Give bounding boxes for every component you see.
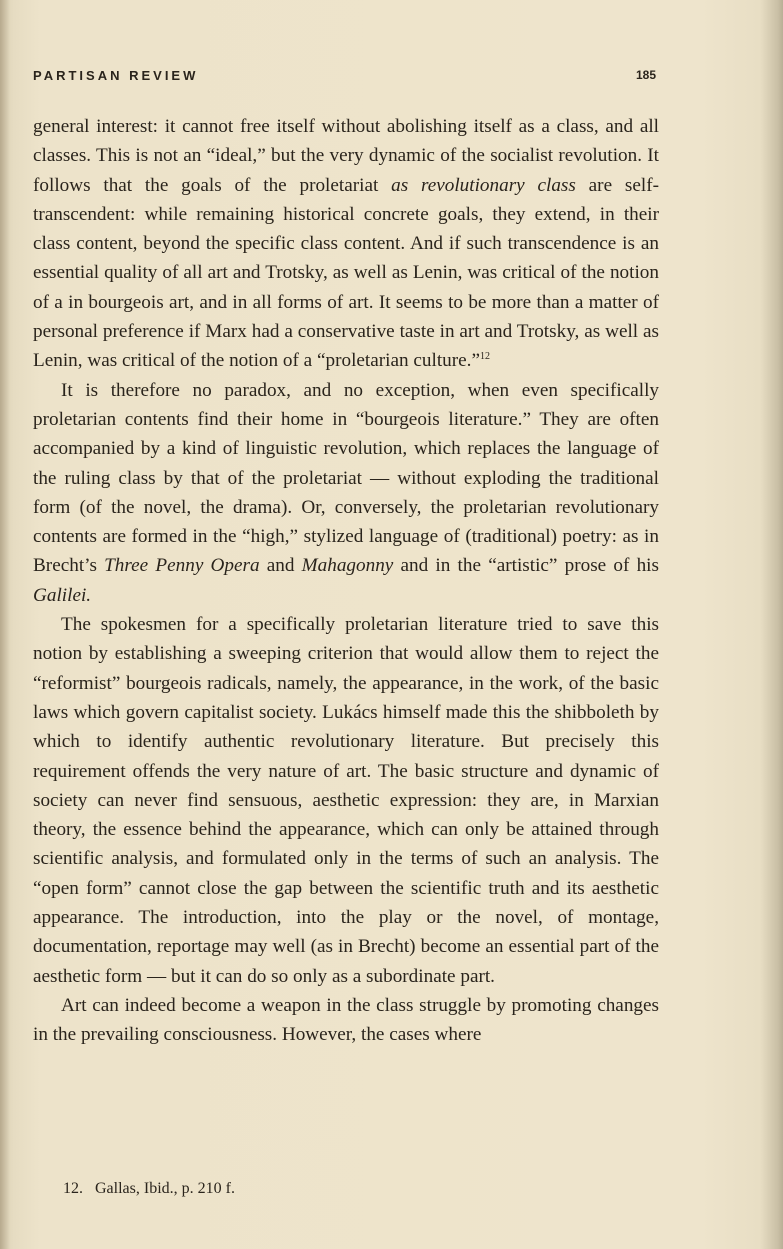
text-run: are self-transcendent: while remaining historical concrete goals, they extend, in their class content, beyond the specific class content. And if such transcendence is an essential quality of all art and Trotsky, as well as Lenin, was critical of the notion of a in bourgeois art, and in all forms of art. It seems to be more than a matter of personal preference if Marx had a conservative taste in art and Trotsky, as well as Lenin, was critical of the notion of a “proletarian culture.” [33,174,659,372]
page-number: 185 [635,68,656,82]
paragraph-4 [33,991,659,1050]
page-gutter-shadow [0,0,10,1249]
italic-text: Mahagonny [301,555,394,577]
footnote-text: Gallas, Ibid., p. 210 f. [95,1180,235,1197]
running-head [33,68,656,88]
italic-text: Three Penny Opera [104,555,260,577]
journal-title: PARTISAN REVIEW [33,68,199,83]
paragraph-1 [33,112,659,376]
footnote-ref: 12 [480,351,490,363]
footnote [63,1180,235,1198]
paragraph-3 [33,610,659,991]
text-run: The spokesmen for a specifically proletarian literature tried to save this notion by establishing a sweeping criterion that would allow them to reject the “reformist” bourgeois radicals, namely, the appearance, in the work, of the basic laws which govern capitalist society. Lukács himself made this the shibboleth by which to identify authentic revolutionary literature. But precisely this requirement offends the very nature of art. The basic structure and dynamic of society can never find sensuous, aesthetic expression: they are, in Marxian theory, the essence behind the appearance, which can only be attained through scientific analysis, and formulated only in the terms of such an analysis. The “open form” cannot close the gap between the scientific truth and its aesthetic appearance. The introduction, into the play or the novel, of montage, documentation, reportage may well (as in Brecht) become an essential part of the aesthetic form — but it can do so only as a subordinate part. [33,614,659,987]
text-run: and in the “artistic” prose of his [393,555,659,577]
italic-text: as revolutionary class [391,174,576,196]
text-run: and [259,555,302,577]
text-run: Art can indeed become a weapon in the class struggle by promoting changes in the prevailing consciousness. However, the cases where [33,994,659,1046]
footnote-number: 12. [63,1180,83,1197]
body-text [33,112,659,1050]
paragraph-2 [33,376,659,610]
text-run: general interest: it cannot free itself without abolishing itself as a class, and all classes. This is not an “ideal,” but the very dynamic of the socialist revolution. It follows that the goals of the proletariat [33,116,659,196]
italic-text: Galilei. [33,584,92,606]
text-run: It is therefore no paradox, and no exception, when even specifically proletarian contents find their home in “bourgeois literature.” They are often accompanied by a kind of linguistic revolution, which replaces the language of the ruling class by that of the proletariat — without exploding the traditional form (of the novel, the drama). Or, conversely, the proletarian revolutionary contents are formed in the “high,” stylized language of (traditional) poetry: as in Brecht’s [33,379,659,577]
